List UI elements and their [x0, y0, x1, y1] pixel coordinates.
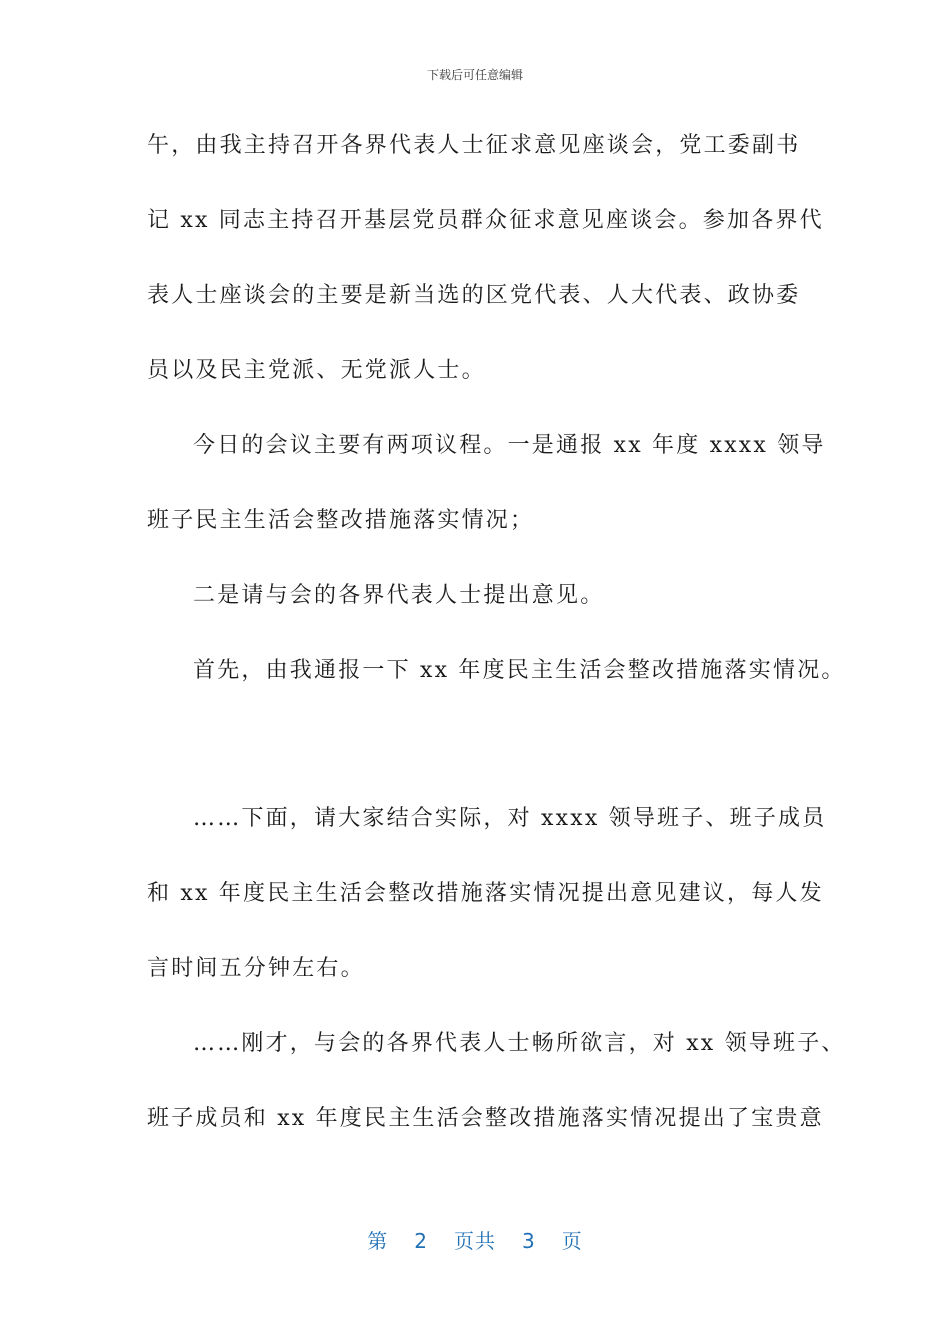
text-line: 表人士座谈会的主要是新当选的区党代表、人大代表、政协委 [147, 283, 801, 308]
text-line: 和 xx 年度民主生活会整改措施落实情况提出意见建议，每人发 [147, 881, 824, 906]
footer-middle: 页共 [454, 1229, 496, 1253]
text-line: 班子成员和 xx 年度民主生活会整改措施落实情况提出了宝贵意 [147, 1106, 824, 1131]
text-line: ……刚才，与会的各界代表人士畅所欲言，对 xx 领导班子、 [193, 1031, 846, 1056]
footer-page-number: 2 [414, 1229, 428, 1253]
page-header: 下载后可任意编辑 [426, 68, 523, 82]
text-line: 二是请与会的各界代表人士提出意见。 [193, 583, 605, 608]
text-line: 午，由我主持召开各界代表人士征求意见座谈会，党工委副书 [147, 133, 801, 158]
footer-total-pages: 3 [522, 1229, 536, 1253]
text-line: ……下面，请大家结合实际，对 xxxx 领导班子、班子成员 [193, 806, 827, 831]
footer-prefix: 第 [367, 1229, 389, 1253]
text-line: 今日的会议主要有两项议程。一是通报 xx 年度 xxxx 领导 [193, 433, 826, 458]
footer-suffix: 页 [561, 1229, 583, 1253]
text-line: 言时间五分钟左右。 [147, 956, 365, 981]
text-line: 记 xx 同志主持召开基层党员群众征求意见座谈会。参加各界代 [147, 208, 824, 233]
text-line: 首先，由我通报一下 xx 年度民主生活会整改措施落实情况。 [193, 658, 846, 683]
page-footer [0, 1225, 950, 1254]
text-line: 班子民主生活会整改措施落实情况； [147, 508, 535, 533]
text-line: 员以及民主党派、无党派人士。 [147, 358, 486, 383]
